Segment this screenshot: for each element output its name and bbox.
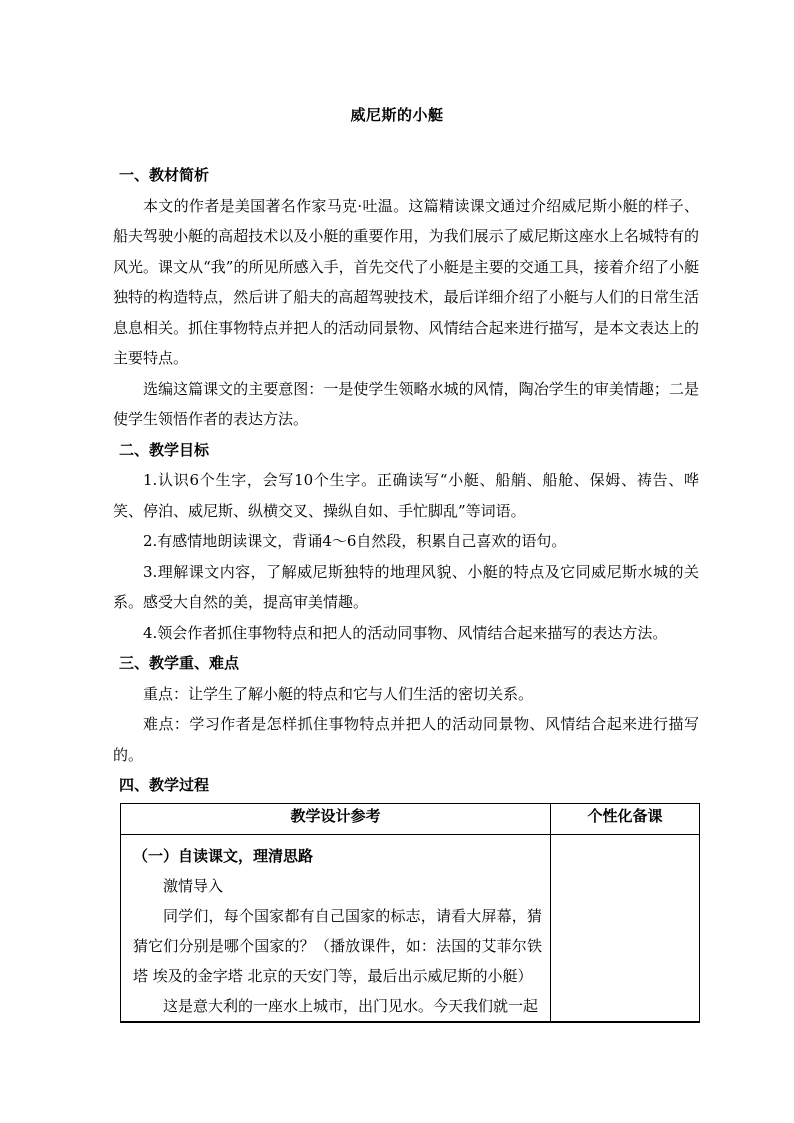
goal-item: 2.有感情地朗读课文，背诵4～6自然段，积累自己喜欢的语句。 (143, 532, 567, 550)
table-cell-notes (550, 835, 699, 1023)
table-header-row (121, 804, 700, 835)
section-heading-materials: 一、教材简析 (119, 166, 210, 184)
table-header-notes: 个性化备课 (550, 804, 699, 835)
table-row (121, 835, 700, 1023)
section-heading-key-points: 三、教学重、难点 (119, 654, 240, 672)
step-heading: （一）自读课文，理清思路 (133, 847, 314, 865)
paragraph: 这是意大利的一座水上城市，出门见水。今天我们就一起 (163, 997, 539, 1015)
sub-heading: 激情导入 (163, 877, 224, 895)
table-cell-design (121, 835, 551, 1023)
goal-item: 4.领会作者抓住事物特点和把人的活动同事物、风情结合起来描写的表达方法。 (143, 623, 668, 642)
goal-item: 3.理解课文内容，了解威尼斯独特的地理风貌、小艇的特点及它同威尼斯水城的关系。感受大自然的美，提高审美情趣。 (113, 562, 699, 611)
lesson-plan-table (120, 803, 700, 1023)
paragraph: 本文的作者是美国著名作家马克·吐温。这篇精读课文通过介绍威尼斯小艇的样子、船夫驾驶小艇的高超技术以及小艇的重要作用，为我们展示了威尼斯这座水上名城特有的风光。课文从“我”的所见所感入手，首先交代了小艇是主要的交通工具，接着介绍了小艇独特的构造特点，然后讲了船夫的高超驾驶技术，最后详细介绍了小艇与人们的日常生活息息相关。抓住事物特点并把人的活动同景物、风情结合起来进行描写，是本文表达上的主要特点。 (113, 196, 699, 367)
section-heading-goals: 二、教学目标 (119, 440, 210, 459)
goal-item: 1.认识6个生字，会写10个生字。正确读写“小艇、船艄、船舱、保姆、祷告、哗笑、停泊、威尼斯、纵横交叉、操纵自如、手忙脚乱”等词语。 (113, 471, 699, 520)
paragraph: 同学们，每个国家都有自己国家的标志，请看大屏幕，猜猜它们分别是哪个国家的？（播放课件，如：法国的艾菲尔铁塔 埃及的金字塔 北京的天安门等，最后出示威尼斯的小艇） (133, 907, 542, 985)
paragraph: 难点：学习作者是怎样抓住事物特点并把人的活动同景物、风情结合起来进行描写的。 (113, 715, 699, 764)
section-heading-process: 四、教学过程 (119, 776, 210, 794)
paragraph: 重点：让学生了解小艇的特点和它与人们生活的密切关系。 (143, 684, 534, 703)
document-title: 威尼斯的小艇 (350, 106, 444, 124)
table-header-design: 教学设计参考 (121, 804, 551, 835)
paragraph: 选编这篇课文的主要意图：一是使学生领略水城的风情，陶冶学生的审美情趣；二是使学生领悟作者的表达方法。 (113, 379, 699, 428)
document-body (113, 160, 699, 801)
